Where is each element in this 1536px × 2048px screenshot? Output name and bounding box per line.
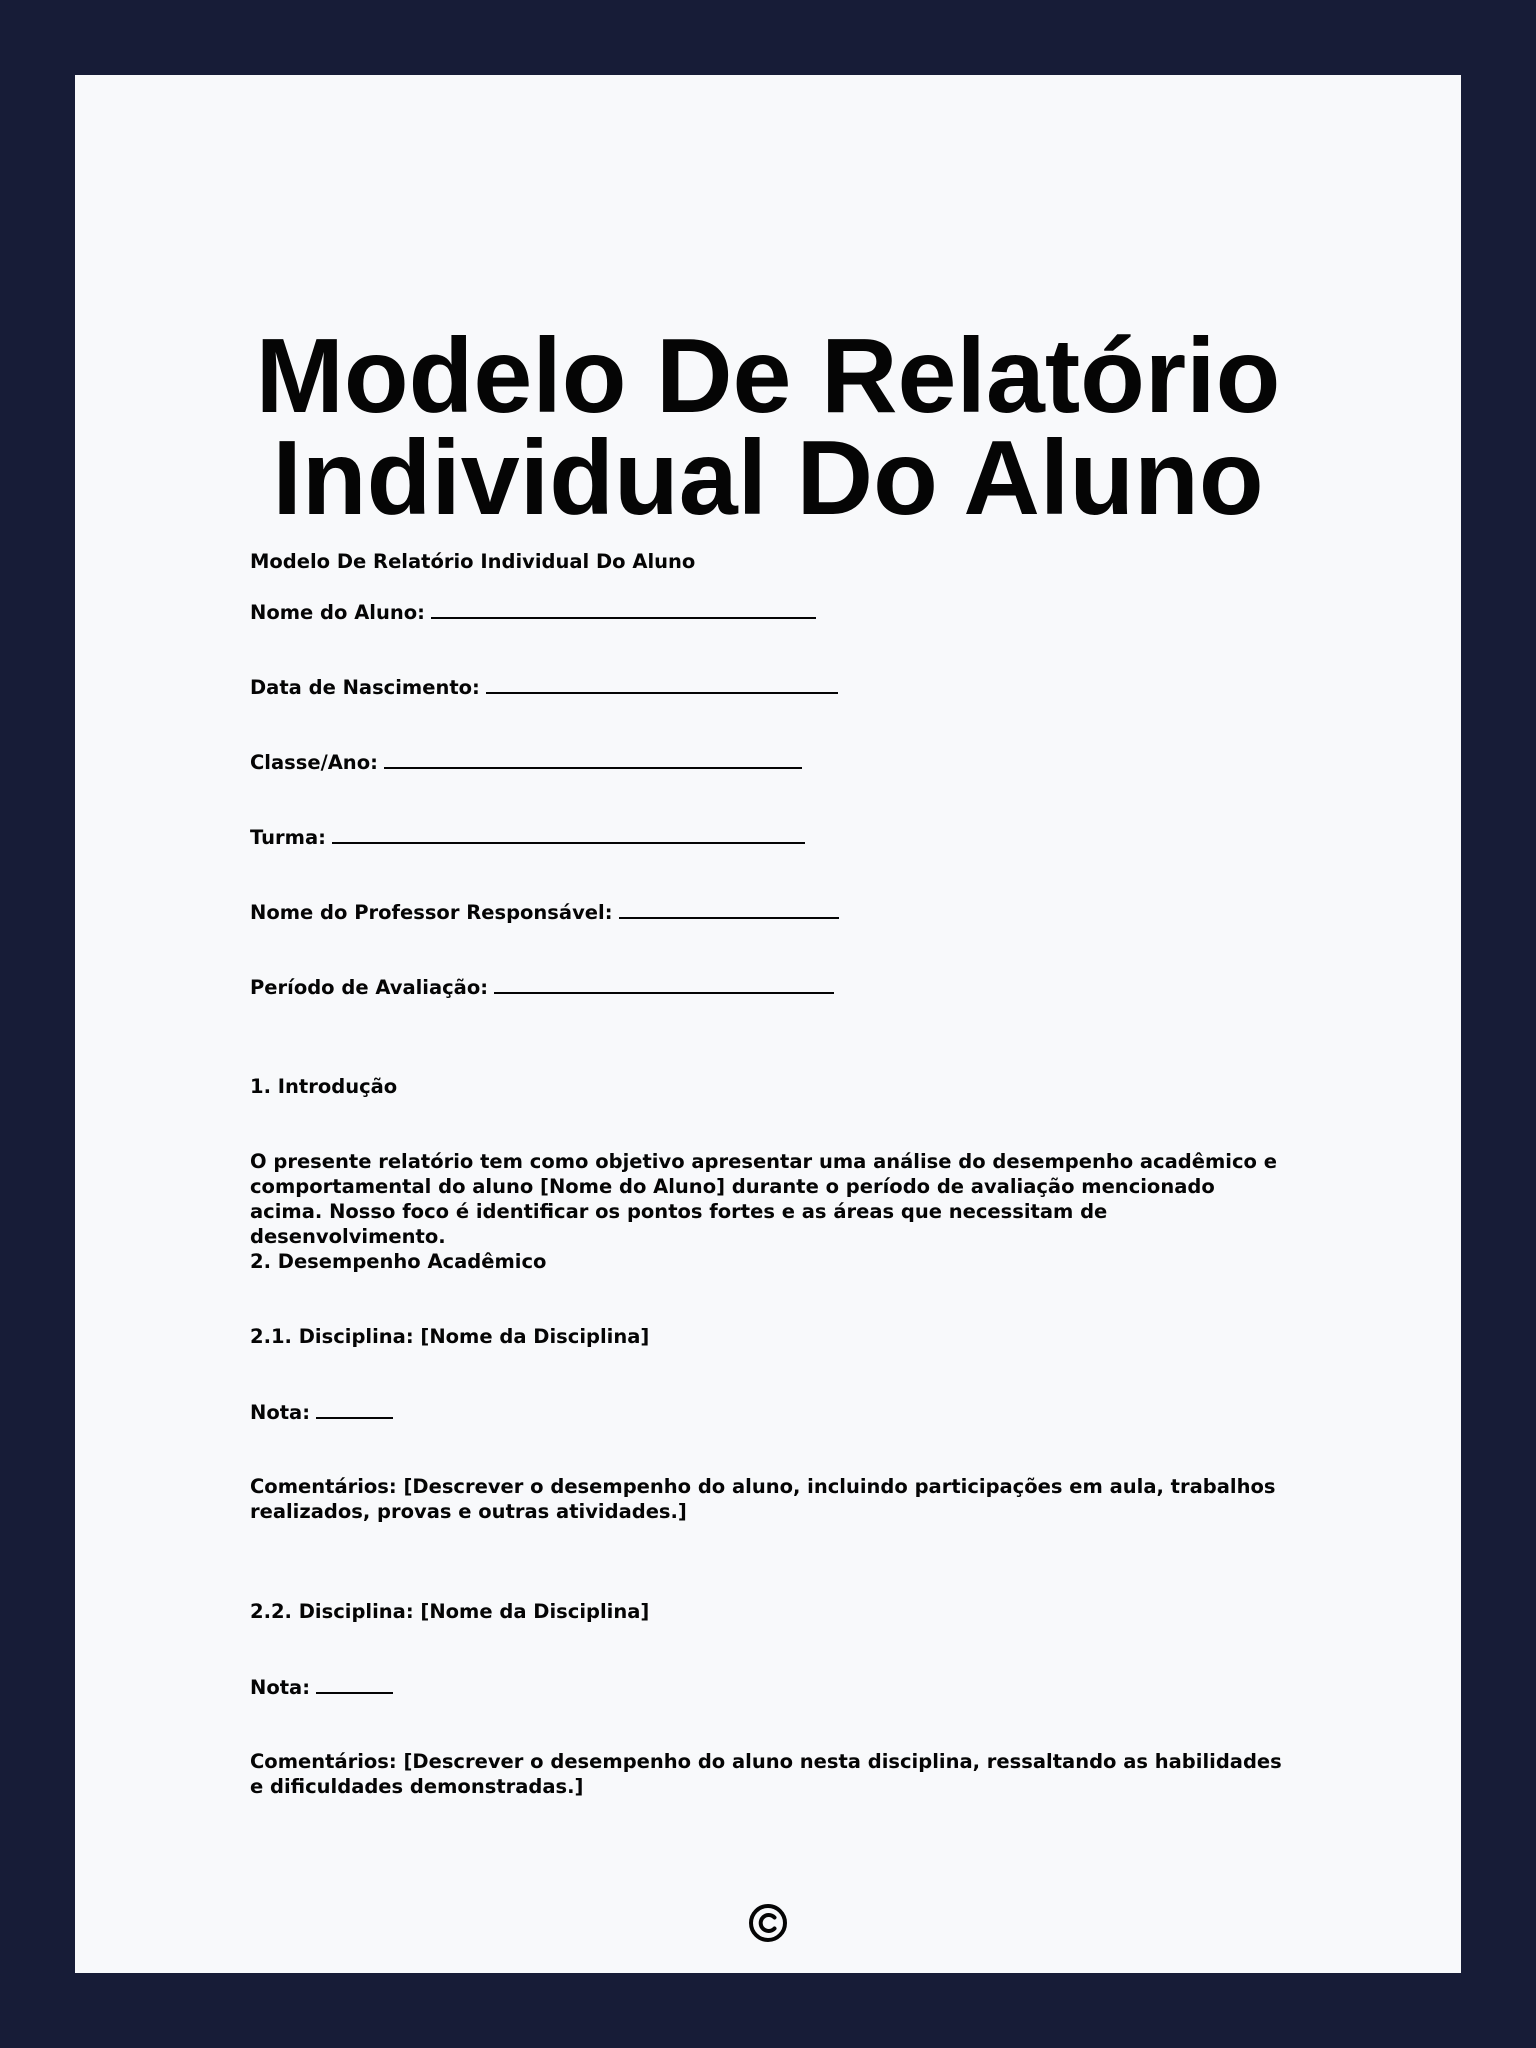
section-1-heading: 1. Introdução — [250, 1075, 398, 1098]
grade-label: Nota: — [250, 1401, 310, 1424]
subject-1-heading: 2.1. Disciplina: [Nome da Disciplina] — [250, 1325, 650, 1348]
field-label: Nome do Professor Responsável: — [250, 901, 613, 924]
field-label: Período de Avaliação: — [250, 976, 489, 999]
field-class-year — [250, 749, 802, 775]
field-blank-line — [619, 899, 839, 919]
field-blank-line — [494, 974, 834, 994]
field-blank-line — [332, 824, 805, 844]
subject-1-comments: Comentários: [Descrever o desempenho do aluno, incluindo participações em aula, trabalhos realizados, provas e outras atividades.] — [250, 1475, 1276, 1523]
section-1-paragraph: O presente relatório tem como objetivo apresentar uma análise do desempenho acadêmico e comportamental do aluno [Nome do Aluno] durante o período de avaliação mencionado acima. Nosso foco é identificar os pontos fortes e as áreas que necessitam de desenvolvimento. — [250, 1150, 1277, 1248]
field-evaluation-period — [250, 974, 834, 1000]
field-birth-date — [250, 674, 838, 700]
field-blank-line — [384, 749, 802, 769]
field-label: Data de Nascimento: — [250, 676, 480, 699]
subject-2-grade — [250, 1674, 393, 1700]
document-subtitle: Modelo De Relatório Individual Do Aluno — [250, 550, 696, 573]
subject-2-heading: 2.2. Disciplina: [Nome da Disciplina] — [250, 1600, 650, 1623]
document-page — [75, 75, 1461, 1973]
grade-label: Nota: — [250, 1676, 310, 1699]
field-label: Nome do Aluno: — [250, 601, 425, 624]
grade-blank-line — [316, 1399, 393, 1419]
document-title — [75, 317, 1461, 537]
field-student-name — [250, 599, 816, 625]
field-teacher-name — [250, 899, 839, 925]
title-line-1: Modelo De Relatório — [255, 317, 1281, 435]
footer — [75, 1903, 1461, 1947]
subject-1-grade — [250, 1399, 393, 1425]
grade-blank-line — [316, 1674, 393, 1694]
field-label: Turma: — [250, 826, 326, 849]
field-label: Classe/Ano: — [250, 751, 378, 774]
title-line-2: Individual Do Aluno — [272, 419, 1264, 537]
section-2-heading: 2. Desempenho Acadêmico — [250, 1250, 547, 1273]
field-blank-line — [486, 674, 838, 694]
field-blank-line — [431, 599, 816, 619]
subject-2-comments: Comentários: [Descrever o desempenho do aluno nesta disciplina, ressaltando as habilidades e dificuldades demonstradas.] — [250, 1750, 1282, 1798]
copyright-icon — [748, 1903, 788, 1943]
field-group — [250, 824, 805, 850]
